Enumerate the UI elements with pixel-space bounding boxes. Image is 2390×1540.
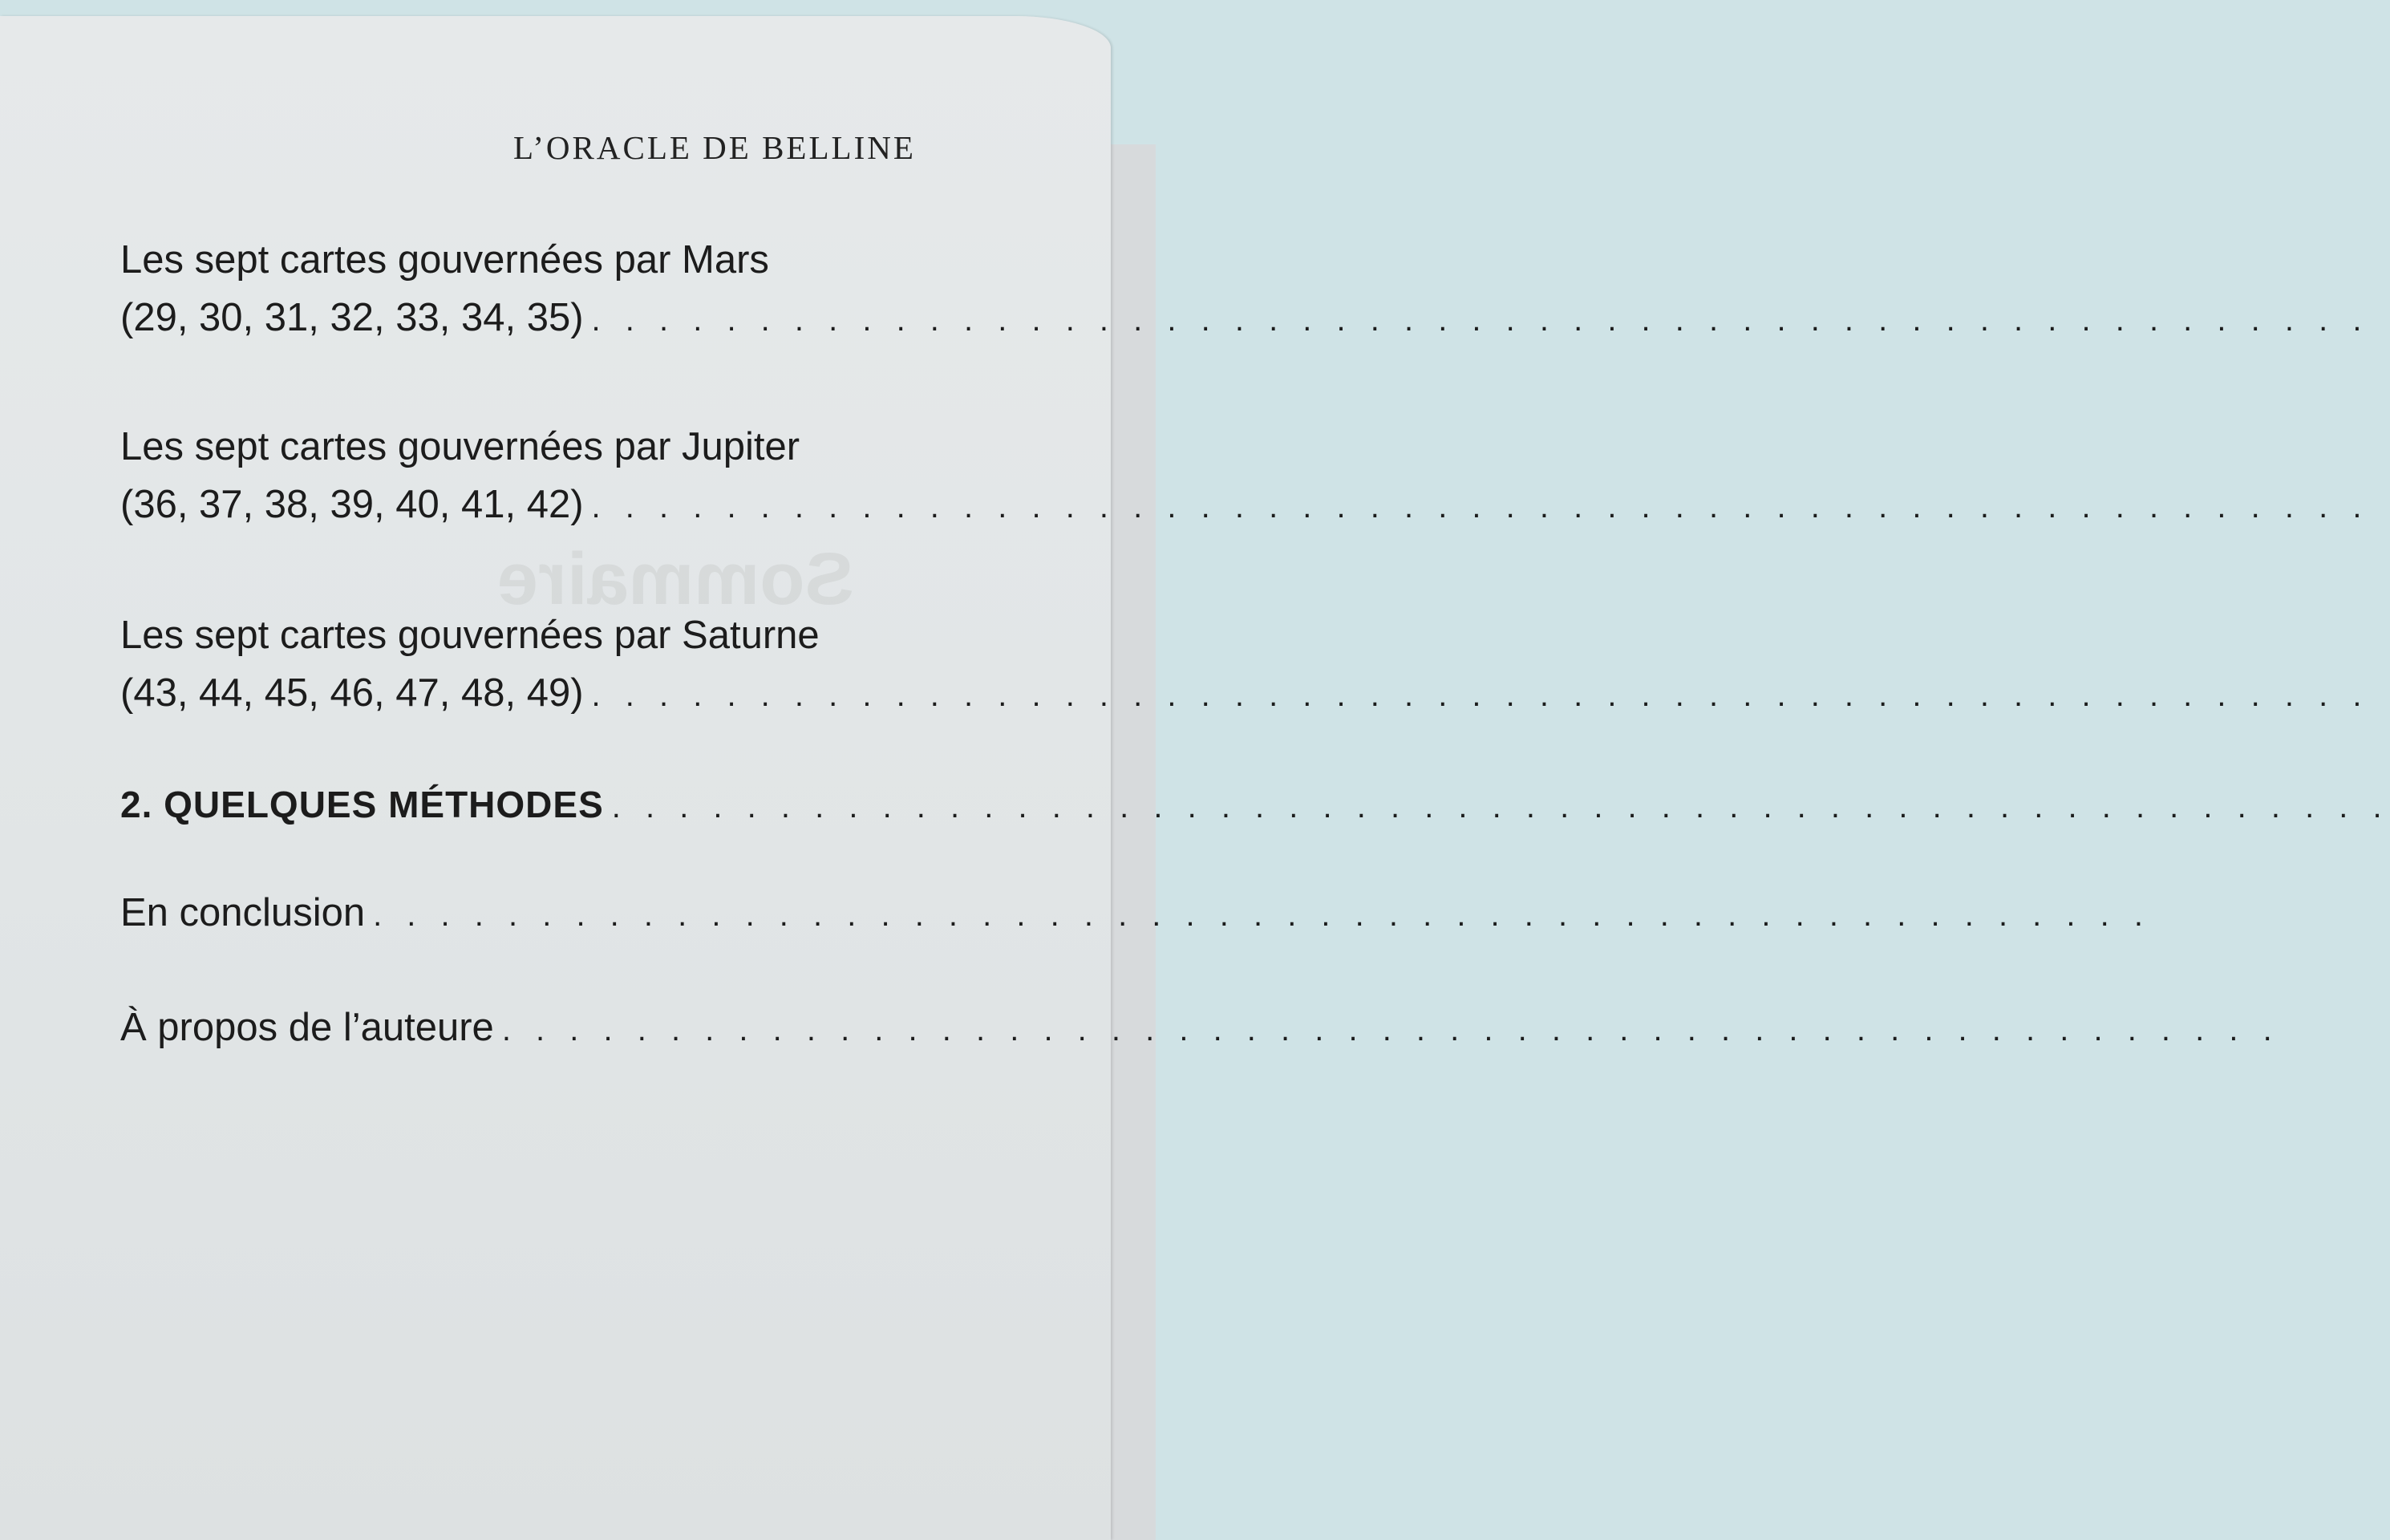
dot-leader: . . . . . . . . . . . . . . . . . . . . . . . . . . . . . . . . . . . . . . . . . . . . . . . . . . . . . xyxy=(611,789,2390,825)
toc-entry-conclusion xyxy=(120,884,2151,944)
toc-entry-text: À propos de l’auteure xyxy=(120,1006,494,1049)
toc-entry-line xyxy=(120,664,2370,724)
dot-leader: . . . . . . . . . . . . . . . . . . . . . . . . . . . . . . . . . . . . . . . . . . . . . . . . . . . . . xyxy=(591,678,2370,713)
toc-entry-text: En conclusion xyxy=(120,891,366,934)
show-through-text: Sommaire xyxy=(497,538,854,620)
dot-leader: . . . . . . . . . . . . . . . . . . . . . . . . . . . . . . . . . . . . . . . . . . . . . . . . . . . . . xyxy=(591,489,2370,525)
toc-entry-about-author xyxy=(120,999,2280,1059)
toc-entry-text: (43, 44, 45, 46, 47, 48, 49) xyxy=(120,671,584,715)
toc-entry-title: Les sept cartes gouvernées par Jupiter xyxy=(120,425,800,468)
toc-entry-mars xyxy=(120,231,2370,349)
toc-entry-title: Les sept cartes gouvernées par Mars xyxy=(120,238,769,282)
running-head: L’ORACLE DE BELLINE xyxy=(513,129,916,166)
table-of-contents xyxy=(120,231,2390,1059)
toc-entry-title: Les sept cartes gouvernées par Saturne xyxy=(120,614,820,657)
toc-entry-text: (29, 30, 31, 32, 33, 34, 35) xyxy=(120,296,584,339)
toc-entry-jupiter xyxy=(120,418,2370,536)
toc-entry-line xyxy=(120,884,2151,944)
toc-entry-line xyxy=(120,999,2280,1059)
toc-entry-line xyxy=(120,289,2370,349)
toc-section-quelques-methodes xyxy=(120,776,2390,836)
toc-entry-text: (36, 37, 38, 39, 40, 41, 42) xyxy=(120,483,584,526)
toc-section-heading: 2. QUELQUES MÉTHODES xyxy=(120,784,604,825)
dot-leader: . . . . . . . . . . . . . . . . . . . . . . . . . . . . . . . . . . . . . . . . . . . . . . . . . . . . . xyxy=(373,898,2151,933)
toc-entry-line xyxy=(120,476,2370,536)
toc-entry-line xyxy=(120,776,2390,836)
dot-leader: . . . . . . . . . . . . . . . . . . . . . . . . . . . . . . . . . . . . . . . . . . . . . . . . . . . . . xyxy=(501,1012,2280,1048)
book-page xyxy=(0,16,2390,1540)
dot-leader: . . . . . . . . . . . . . . . . . . . . . . . . . . . . . . . . . . . . . . . . . . . . . . . . . . . . . xyxy=(591,302,2370,338)
toc-entry-saturne xyxy=(120,606,2370,724)
